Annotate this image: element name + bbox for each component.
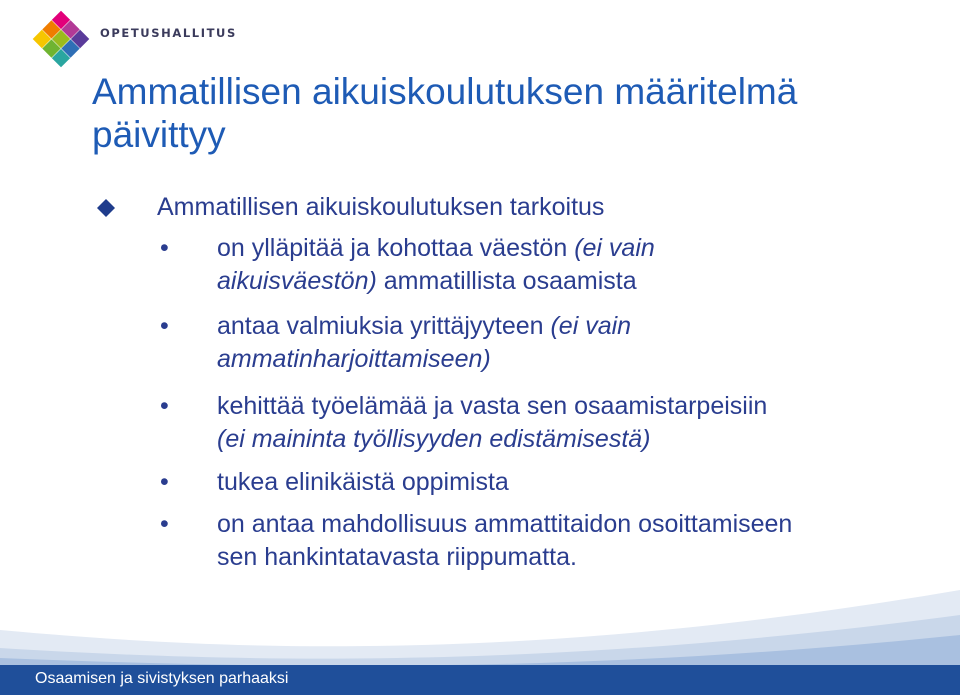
slide-title: Ammatillisen aikuiskoulutuksen määritelmä päivittyy (92, 71, 798, 155)
decorative-wave (0, 580, 960, 670)
bullet-dot-icon: • (160, 234, 169, 262)
list-item: antaa valmiuksia yrittäjyyteen (ei vain ammatinharjoittamiseen) (217, 312, 632, 373)
diamond-bullet-icon (96, 198, 116, 218)
footer-slogan: Osaamisen ja sivistyksen parhaaksi (35, 670, 289, 687)
list-item: on antaa mahdollisuus ammattitaidon osoittamiseen sen hankintatavasta riippumatta. (217, 510, 793, 571)
list-item: tukea elinikäistä oppimista (217, 468, 509, 496)
list-item: on ylläpitää ja kohottaa väestön (ei vain aikuisväestön) ammatillista osaamista (217, 234, 655, 295)
opetushallitus-logo-icon (30, 8, 92, 70)
bullet-dot-icon: • (160, 312, 169, 340)
bullet-dot-icon: • (160, 510, 169, 538)
footer-bar (0, 665, 960, 695)
bullet-dot-icon: • (160, 392, 169, 420)
org-name: OPETUSHALLITUS (100, 26, 237, 40)
list-item: kehittää työelämää ja vasta sen osaamistarpeisiin (ei maininta työllisyyden edistämisestä) (217, 392, 768, 453)
section-heading: Ammatillisen aikuiskoulutuksen tarkoitus (157, 193, 605, 221)
bullet-dot-icon: • (160, 468, 169, 496)
